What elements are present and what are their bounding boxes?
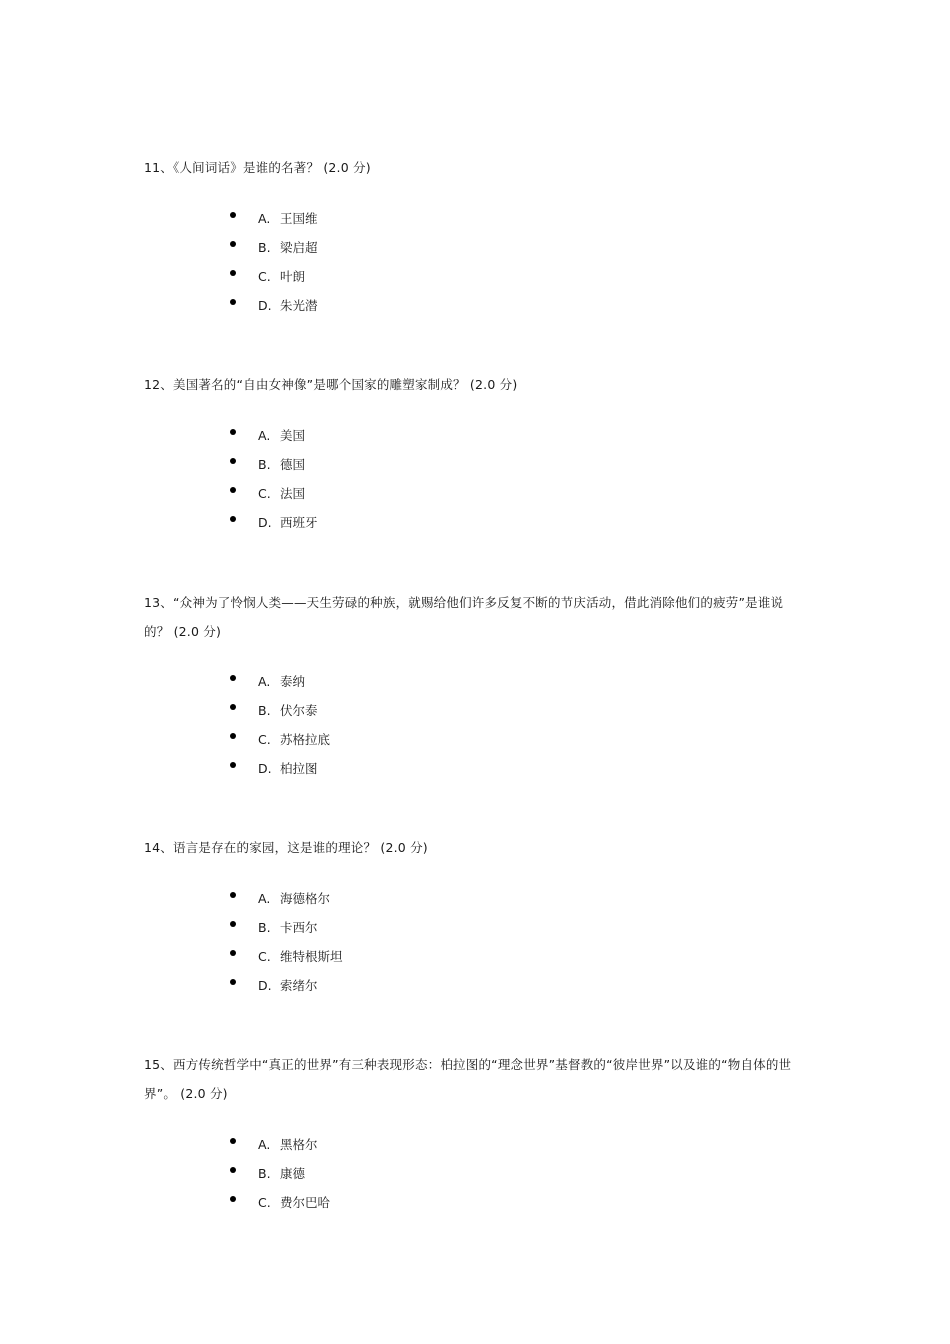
question-text: 15、西方传统哲学中“真正的世界”有三种表现形态：柏拉图的“理念世界”基督教的“彼岸世界”以及谁的“物自体的世界”。 (2.0 分): [144, 1057, 792, 1101]
option-letter: A.: [258, 891, 271, 906]
question-12: [144, 370, 794, 399]
option-text: 费尔巴哈: [280, 1195, 331, 1210]
option-text: 叶朗: [280, 269, 306, 284]
option-text: 法国: [280, 486, 306, 501]
option-text: 海德格尔: [280, 891, 331, 906]
question-text: 13、“众神为了怜悯人类——天生劳碌的种族，就赐给他们许多反复不断的节庆活动，借此消除他们的疲劳”是谁说的？ (2.0 分): [144, 595, 784, 639]
option-text: 卡西尔: [280, 920, 318, 935]
question-14: [144, 833, 794, 862]
option-letter: C.: [258, 732, 271, 747]
option-letter: B.: [258, 920, 271, 935]
option-text: 苏格拉底: [280, 732, 331, 747]
option-text: 德国: [280, 457, 306, 472]
option-letter: C.: [258, 949, 271, 964]
bullet-icon: [230, 979, 236, 985]
option-text: 泰纳: [280, 674, 306, 689]
bullet-icon: [230, 241, 236, 247]
bullet-icon: [230, 487, 236, 493]
option-text: 梁启超: [280, 240, 318, 255]
question-13: [144, 588, 794, 646]
option-letter: D.: [258, 978, 272, 993]
option-text: 伏尔泰: [280, 703, 318, 718]
option-letter: B.: [258, 1166, 271, 1181]
bullet-icon: [230, 1138, 236, 1144]
bullet-icon: [230, 762, 236, 768]
option-letter: A.: [258, 211, 271, 226]
option-letter: C.: [258, 486, 271, 501]
bullet-icon: [230, 1196, 236, 1202]
option-letter: A.: [258, 674, 271, 689]
question-text: 14、语言是存在的家园，这是谁的理论？ (2.0 分): [144, 840, 428, 855]
bullet-icon: [230, 212, 236, 218]
option-text: 索绪尔: [280, 978, 318, 993]
option-letter: C.: [258, 269, 271, 284]
option-text: 王国维: [280, 211, 318, 226]
option-text: 美国: [280, 428, 306, 443]
option-letter: D.: [258, 761, 272, 776]
question-11: [144, 153, 794, 182]
bullet-icon: [230, 921, 236, 927]
question-text: 12、美国著名的“自由女神像”是哪个国家的雕塑家制成？ (2.0 分): [144, 377, 518, 392]
bullet-icon: [230, 704, 236, 710]
question-text: 11、《人间词话》是谁的名著？ (2.0 分): [144, 160, 371, 175]
question-15: [144, 1050, 794, 1108]
option-letter: A.: [258, 428, 271, 443]
option-letter: B.: [258, 703, 271, 718]
bullet-icon: [230, 733, 236, 739]
option-letter: B.: [258, 240, 271, 255]
option-letter: D.: [258, 298, 272, 313]
bullet-icon: [230, 270, 236, 276]
option-text: 柏拉图: [280, 761, 318, 776]
option-letter: C.: [258, 1195, 271, 1210]
bullet-icon: [230, 429, 236, 435]
bullet-icon: [230, 1167, 236, 1173]
option-text: 朱光潜: [280, 298, 318, 313]
option-text: 黑格尔: [280, 1137, 318, 1152]
bullet-icon: [230, 675, 236, 681]
option-letter: B.: [258, 457, 271, 472]
option-letter: A.: [258, 1137, 271, 1152]
bullet-icon: [230, 516, 236, 522]
bullet-icon: [230, 299, 236, 305]
option-text: 西班牙: [280, 515, 318, 530]
option-text: 维特根斯坦: [280, 949, 343, 964]
option-text: 康德: [280, 1166, 306, 1181]
option-letter: D.: [258, 515, 272, 530]
bullet-icon: [230, 458, 236, 464]
bullet-icon: [230, 892, 236, 898]
bullet-icon: [230, 950, 236, 956]
